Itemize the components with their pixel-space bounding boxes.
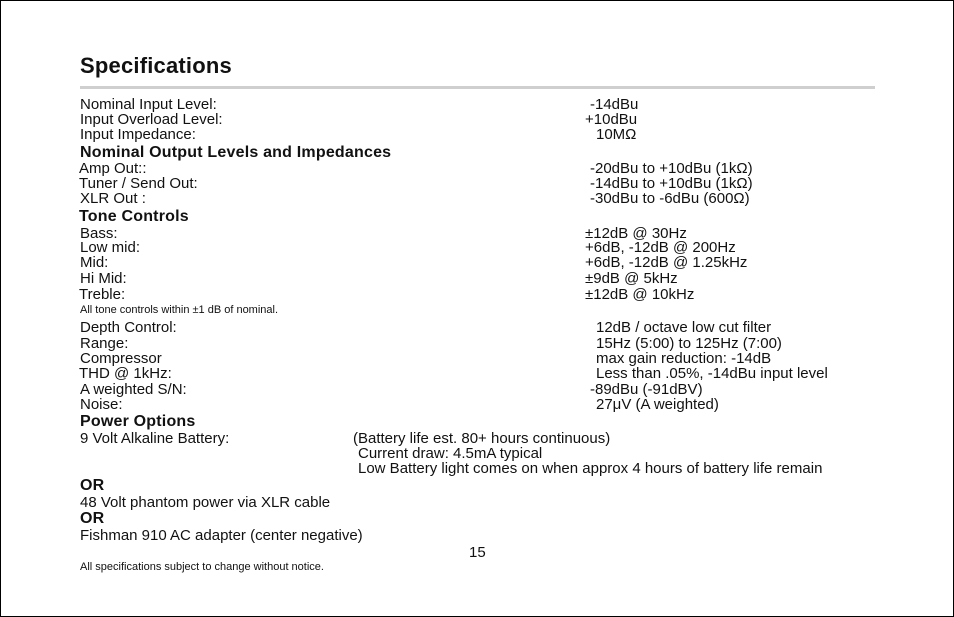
- input-overload-label: Input Overload Level:: [80, 111, 223, 128]
- input-overload-value: +10dBu: [585, 111, 638, 128]
- input-impedance-value: 10MΩ: [596, 126, 637, 143]
- treble-value: ±12dB @ 10kHz: [585, 286, 695, 303]
- nominal-input-value: -14dBu: [590, 96, 639, 113]
- tuner-out-value: -14dBu to +10dBu (1kΩ): [590, 175, 753, 192]
- battery-low-light: Low Battery light comes on when approx 4 hours of battery life remain: [358, 460, 823, 477]
- bass-label: Bass:: [80, 225, 118, 242]
- thd-label: THD @ 1kHz:: [79, 365, 172, 382]
- noise-label: Noise:: [80, 396, 123, 413]
- nominal-input-label: Nominal Input Level:: [80, 96, 217, 113]
- phantom-power: 48 Volt phantom power via XLR cable: [80, 494, 331, 511]
- compressor-value: max gain reduction: -14dB: [596, 350, 772, 367]
- or-separator-2: OR: [80, 510, 105, 527]
- title-divider: [80, 86, 875, 89]
- range-value: 15Hz (5:00) to 125Hz (7:00): [596, 335, 782, 352]
- compressor-label: Compressor: [80, 350, 162, 367]
- power-heading: Power Options: [80, 413, 196, 430]
- depth-control-label: Depth Control:: [80, 319, 177, 336]
- tone-note: All tone controls within ±1 dB of nominal.: [80, 304, 279, 316]
- low-mid-value: +6dB, -12dB @ 200Hz: [585, 239, 736, 256]
- or-separator-1: OR: [80, 477, 105, 494]
- thd-value: Less than .05%, -14dBu input level: [596, 365, 828, 382]
- footer-note: All specifications subject to change without notice.: [80, 561, 324, 573]
- page-number: 15: [469, 544, 486, 561]
- page-title: Specifications: [80, 53, 232, 78]
- output-heading: Nominal Output Levels and Impedances: [80, 144, 392, 161]
- hi-mid-label: Hi Mid:: [80, 270, 127, 287]
- xlr-out-label: XLR Out :: [80, 190, 146, 207]
- bass-value: ±12dB @ 30Hz: [585, 225, 687, 242]
- battery-label: 9 Volt Alkaline Battery:: [80, 430, 230, 447]
- treble-label: Treble:: [79, 286, 126, 303]
- tuner-out-label: Tuner / Send Out:: [79, 175, 198, 192]
- input-impedance-label: Input Impedance:: [80, 126, 196, 143]
- low-mid-label: Low mid:: [80, 239, 141, 256]
- amp-out-value: -20dBu to +10dBu (1kΩ): [590, 160, 753, 177]
- ac-adapter: Fishman 910 AC adapter (center negative): [80, 527, 363, 544]
- sn-label: A weighted S/N:: [80, 381, 187, 398]
- xlr-out-value: -30dBu to -6dBu (600Ω): [590, 190, 750, 207]
- hi-mid-value: ±9dB @ 5kHz: [585, 270, 678, 287]
- noise-value: 27μV (A weighted): [596, 396, 719, 413]
- depth-control-value: 12dB / octave low cut filter: [596, 319, 772, 336]
- battery-life: (Battery life est. 80+ hours continuous): [353, 430, 611, 447]
- mid-value: +6dB, -12dB @ 1.25kHz: [585, 254, 748, 271]
- range-label: Range:: [80, 335, 129, 352]
- sn-value: -89dBu (-91dBV): [590, 381, 703, 398]
- battery-current-draw: Current draw: 4.5mA typical: [358, 445, 543, 462]
- amp-out-label: Amp Out::: [79, 160, 147, 177]
- tone-heading: Tone Controls: [79, 208, 189, 225]
- mid-label: Mid:: [80, 254, 109, 271]
